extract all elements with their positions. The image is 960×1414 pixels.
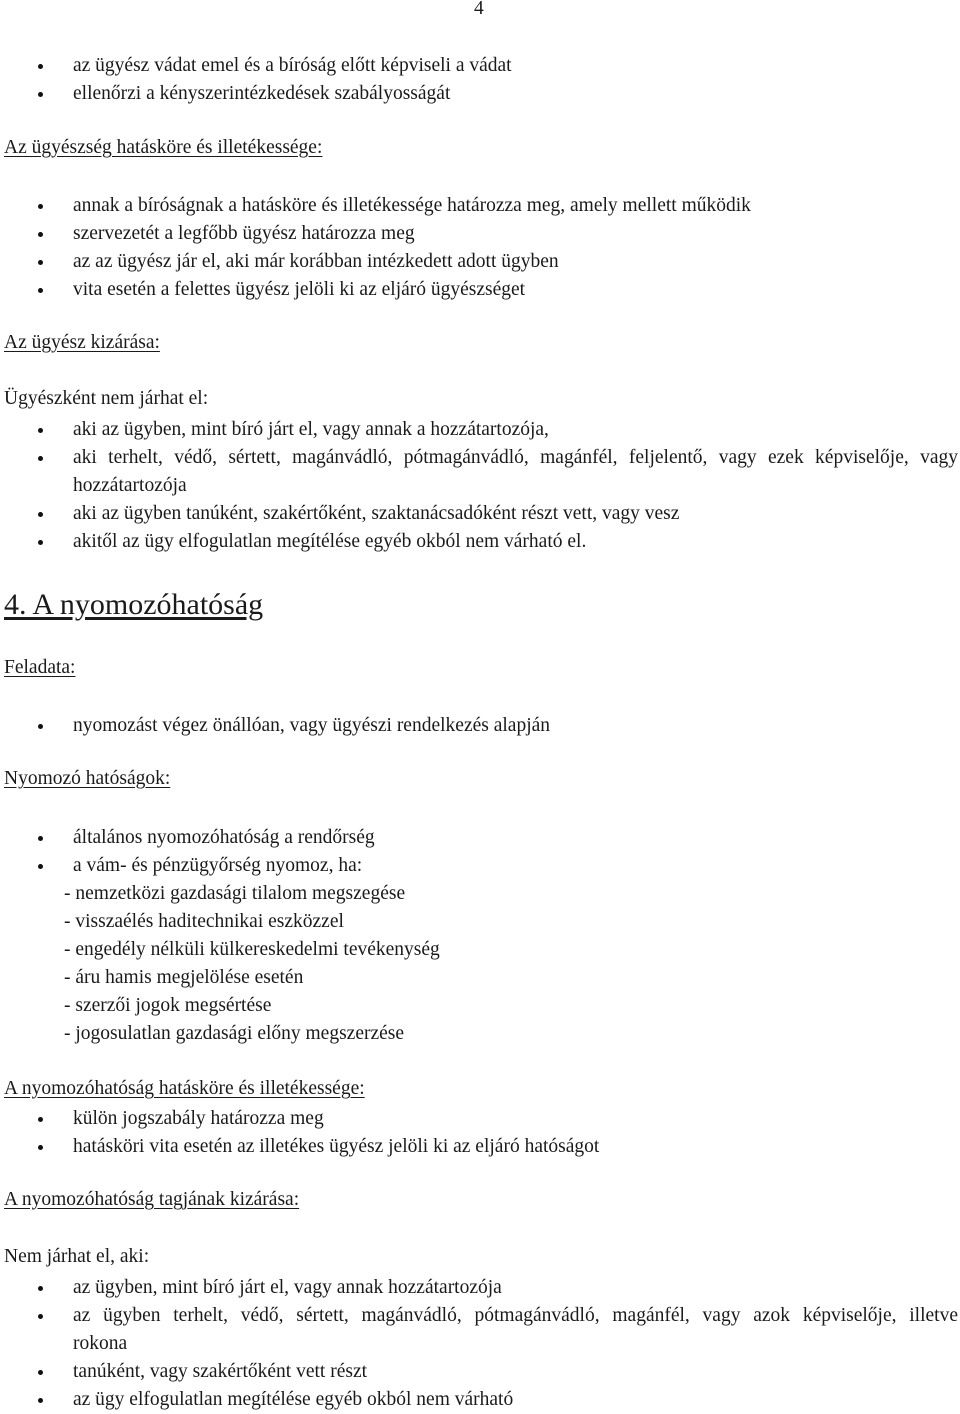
list-item [0,1302,960,1358]
section-heading-authority-competence: A nyomozóhatóság hatásköre és illetékessége: [4,1078,365,1099]
list-item: - szerzői jogok megsértése [64,995,272,1016]
list-item: - engedély nélküli külkereskedelmi tevékenység [64,939,440,960]
list-item: nyomozást végez önállóan, vagy ügyészi rendelkezés alapján [0,712,960,740]
member-exclusion-lead: Nem járhat el, aki: [4,1246,150,1267]
section-heading-task: Feladata: [4,657,76,678]
page-number: 4 [474,0,484,19]
exclusion-list [0,416,960,556]
list-item: az ügy elfogulatlan megítélése egyéb okból nem várható [0,1386,960,1414]
list-item: aki az ügyben, mint bíró járt el, vagy annak a hozzátartozója, [0,416,960,444]
member-exclusion-list [0,1274,960,1414]
list-item: vita esetén a felettes ügyész jelöli ki az eljáró ügyészséget [0,276,960,304]
list-item: - visszaélés haditechnikai eszközzel [64,911,344,932]
customs-cases-list [64,880,440,1048]
authorities-list [0,824,960,880]
list-item: akitől az ügy elfogulatlan megítélése egyéb okból nem várható el. [0,528,960,556]
list-item-text: az ügyben terhelt, védő, sértett, magánvádló, pótmagánvádló, magánfél, vagy azok képviselője, illetve rokona [73,1305,958,1354]
list-item: a vám- és pénzügyőrség nyomoz, ha: [0,852,960,880]
list-item: - nemzetközi gazdasági tilalom megszegése [64,883,406,904]
list-item: az az ügyész jár el, aki már korábban intézkedett adott ügyben [0,248,960,276]
section-title: 4. A nyomozóhatóság [4,588,264,621]
exclusion-lead: Ügyészként nem járhat el: [4,388,209,409]
list-item: általános nyomozóhatóság a rendőrség [0,824,960,852]
list-item-text: aki terhelt, védő, sértett, magánvádló, pótmagánvádló, magánfél, feljelentő, vagy ezek képviselője, vagy hozzátartozója [73,447,958,496]
list-item: - áru hamis megjelölése esetén [64,967,304,988]
list-item: aki az ügyben tanúként, szakértőként, szaktanácsadóként részt vett, vagy vesz [0,500,960,528]
list-item: - jogosulatlan gazdasági előny megszerzése [64,1023,405,1044]
list-item: ellenőrzi a kényszerintézkedések szabályosságát [0,80,960,108]
list-item: annak a bíróságnak a hatásköre és illetékessége határozza meg, amely mellett működik [0,192,960,220]
section-heading-authorities: Nyomozó hatóságok: [4,768,171,789]
authority-competence-list [0,1105,960,1161]
list-item: szervezetét a legfőbb ügyész határozza meg [0,220,960,248]
list-item: külön jogszabály határozza meg [0,1105,960,1133]
intro-list [0,52,960,108]
section-heading-member-exclusion: A nyomozóhatóság tagjának kizárása: [4,1189,300,1210]
section-heading-exclusion: Az ügyész kizárása: [4,332,160,353]
section-heading-competence: Az ügyészség hatásköre és illetékessége: [4,137,323,158]
list-item: tanúként, vagy szakértőként vett részt [0,1358,960,1386]
list-item [0,444,960,500]
list-item: az ügyész vádat emel és a bíróság előtt képviseli a vádat [0,52,960,80]
list-item: hatásköri vita esetén az illetékes ügyész jelöli ki az eljáró hatóságot [0,1133,960,1161]
competence-list [0,192,960,304]
list-item: az ügyben, mint bíró járt el, vagy annak hozzátartozója [0,1274,960,1302]
task-list [0,712,960,740]
